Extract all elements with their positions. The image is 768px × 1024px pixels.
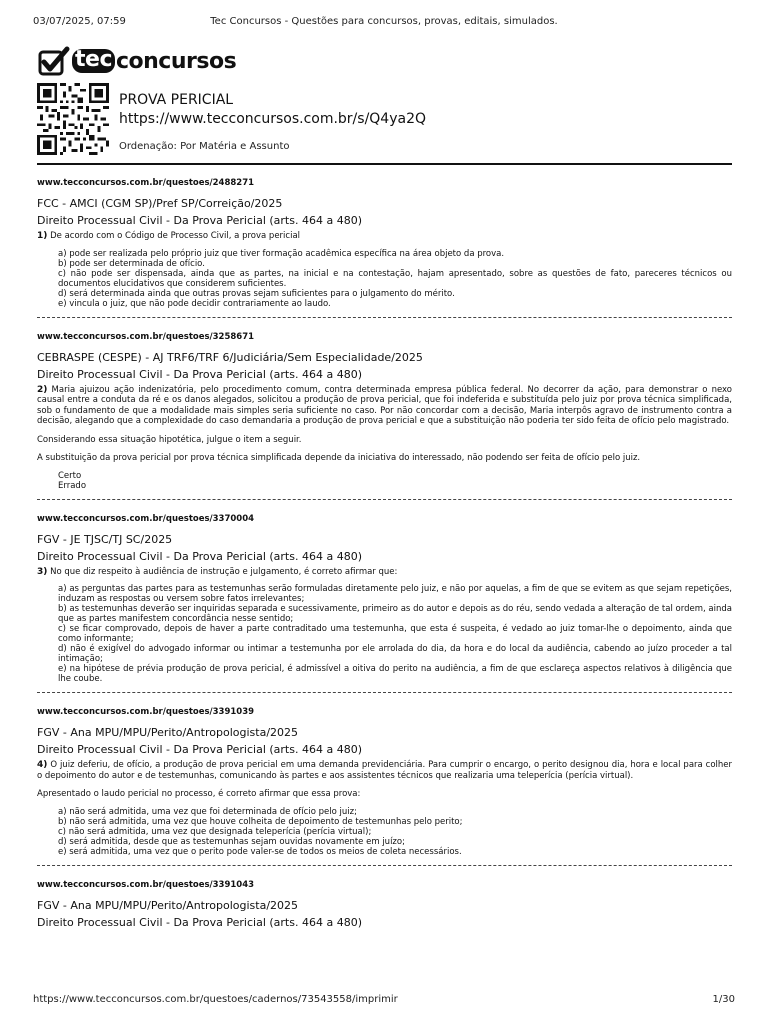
question-number: 2)	[37, 384, 48, 395]
question-option[interactable]: b) as testemunhas deverão ser inquiridas separada e sucessivamente, primeiro as do autor e depois as do réu, sendo vedada a alteração de tal ordem, ainda que as partes manifestem concordância nesse sentido;	[58, 604, 732, 624]
question-subject: Direito Processual Civil - Da Prova Pericial (arts. 464 a 480)	[37, 214, 362, 227]
question-subject: Direito Processual Civil - Da Prova Pericial (arts. 464 a 480)	[37, 743, 362, 756]
qr-code-icon	[37, 83, 109, 155]
question-subject: Direito Processual Civil - Da Prova Pericial (arts. 464 a 480)	[37, 367, 362, 381]
question-option[interactable]: e) vincula o juiz, que não pode decidir contrariamente ao laudo.	[58, 298, 331, 309]
question-statement-text: Maria ajuizou ação indenizatória, pelo procedimento comum, contra determinada empresa pública federal. No decorrer da ação, para demonstrar o nexo causal entre a conduta da ré e os danos alegados, solicitou a produção de prova pericial, que foi indeferida e substituída pelo juiz por prova técnica simplificada, sob o fundamento de que a modalidade mais simples seria suficiente no caso. Por não concordar com a decisão, Maria interpôs agravo de instrumento contra a decisão, alegando que a complexidade do caso demandaria a produção de prova pericial e que a substituição não poderia ter sido feita de ofício pelo magistrado.	[37, 384, 732, 426]
question-number: 3)	[37, 566, 48, 577]
question-option[interactable]: e) será admitida, uma vez que o perito pode valer-se de todos os meios de coleta necessários.	[58, 846, 462, 857]
question-option[interactable]: b) pode ser determinada de ofício.	[58, 258, 205, 269]
question-link[interactable]: www.tecconcursos.com.br/questoes/2488271	[37, 178, 255, 188]
question-link[interactable]: www.tecconcursos.com.br/questoes/3391043	[37, 879, 255, 890]
question-block	[37, 514, 732, 694]
question-options	[37, 249, 732, 309]
question-source: FGV - Ana MPU/MPU/Perito/Antropologista/2025	[37, 898, 299, 912]
print-datetime: 03/07/2025, 07:59	[33, 16, 126, 27]
question-option[interactable]: a) não será admitida, uma vez que foi determinada de ofício pelo juiz;	[58, 806, 357, 817]
question-number: 1)	[37, 231, 48, 241]
question-separator	[37, 865, 732, 866]
question-source: FGV - JE TJSC/TJ SC/2025	[37, 532, 173, 546]
question-separator	[37, 317, 732, 318]
question-statement	[37, 567, 732, 578]
question-option[interactable]: c) se ficar comprovado, depois de haver a parte contraditado uma testemunha, que esta é suspeita, é vedado ao juiz tomar-lhe o depoimento, ainda que como informante;	[58, 624, 732, 644]
question-option[interactable]: e) na hipótese de prévia produção de prova pericial, é admissível a oitiva do perito na audiência, a fim de que esclareça aspectos relativos à diligência que lhe coube.	[58, 664, 732, 684]
question-subject: Direito Processual Civil - Da Prova Pericial (arts. 464 a 480)	[37, 549, 362, 563]
question-option[interactable]: d) será determinada ainda que outras provas sejam suficientes para o julgamento do mérito.	[58, 288, 455, 299]
question-block	[37, 707, 732, 866]
print-page-title: Tec Concursos - Questões para concursos, provas, editais, simulados.	[210, 16, 558, 27]
question-statement	[37, 760, 732, 781]
question-option[interactable]: d) não é exigível do advogado informar ou intimar a testemunha por ele arrolada do dia, da hora e do local da audiência, cabendo ao juízo proceder a tal intimação;	[58, 644, 732, 664]
question-number: 4)	[37, 760, 48, 770]
question-paragraph: A substituição da prova pericial por prova técnica simplificada depende da iniciativa do interessado, não podendo ser feita de ofício pelo juiz.	[37, 453, 641, 463]
question-block	[37, 880, 732, 930]
question-statement-text: De acordo com o Código de Processo Civil, a prova pericial	[50, 231, 301, 241]
question-options	[37, 584, 732, 684]
tecconcursos-logo	[38, 46, 236, 76]
question-link[interactable]: www.tecconcursos.com.br/questoes/3370004	[37, 513, 255, 524]
notebook-title: PROVA PERICIAL	[119, 92, 234, 108]
question-option[interactable]: Certo	[58, 470, 82, 481]
question-source: FGV - Ana MPU/MPU/Perito/Antropologista/2025	[37, 726, 299, 739]
question-paragraph: Considerando essa situação hipotética, julgue o item a seguir.	[37, 434, 302, 445]
print-url: https://www.tecconcursos.com.br/questoes/cadernos/73543558/imprimir	[33, 994, 398, 1005]
question-options	[37, 471, 732, 491]
question-option[interactable]: a) pode ser realizada pelo próprio juiz que tiver formação acadêmica específica na área objeto da prova.	[58, 248, 505, 259]
notebook-ordering: Ordenação: Por Matéria e Assunto	[119, 141, 290, 152]
question-list	[37, 178, 732, 930]
question-separator	[37, 692, 732, 693]
logo-tec: tec	[72, 49, 115, 73]
question-statement	[37, 231, 732, 242]
checkmark-logo-icon	[38, 46, 70, 76]
question-statement	[37, 385, 732, 427]
question-option[interactable]: Errado	[58, 480, 87, 491]
question-option[interactable]: a) as perguntas das partes para as testemunhas serão formuladas diretamente pelo juiz, e não por aquelas, a fim de que se evitem as que sejam repetições, induzam as respostas ou versem sobre fatos irrelevantes;	[58, 584, 732, 604]
question-source: CEBRASPE (CESPE) - AJ TRF6/TRF 6/Judiciária/Sem Especialidade/2025	[37, 350, 423, 364]
question-subject: Direito Processual Civil - Da Prova Pericial (arts. 464 a 480)	[37, 915, 362, 929]
question-option[interactable]: c) não será admitida, uma vez que designada teleperícia (perícia virtual);	[58, 826, 372, 837]
question-statement-text: O juiz deferiu, de ofício, a produção de prova pericial em uma demanda previdenciária. Para cumprir o encargo, o perito designou dia, hora e local para colher o depoimento do autor e de testemunhas, comunicando às partes e aos assistentes técnicos que realizaria uma teleperícia (perícia virtual).	[37, 760, 733, 781]
question-link[interactable]: www.tecconcursos.com.br/questoes/3391039	[37, 707, 255, 717]
question-option[interactable]: c) não pode ser dispensada, ainda que as partes, na inicial e na contestação, hajam apresentado, sobre as questões de fato, pareceres técnicos ou documentos elucidativos que considerem suficientes.	[58, 268, 732, 289]
question-link[interactable]: www.tecconcursos.com.br/questoes/3258671	[37, 331, 255, 342]
question-paragraph: Apresentado o laudo pericial no processo, é correto afirmar que essa prova:	[37, 789, 361, 799]
print-header	[33, 16, 735, 30]
question-source: FCC - AMCI (CGM SP)/Pref SP/Correição/2025	[37, 197, 283, 210]
question-option[interactable]: d) será admitida, desde que as testemunhas sejam ouvidas novamente em juízo;	[58, 836, 405, 847]
question-block	[37, 332, 732, 500]
question-separator	[37, 499, 732, 500]
logo-concursos: concursos	[115, 48, 237, 74]
print-page-number: 1/30	[712, 994, 735, 1005]
question-option[interactable]: b) não será admitida, uma vez que houve colheita de depoimento de testemunhas pelo perito;	[58, 816, 463, 827]
print-footer	[33, 994, 735, 1008]
header-divider	[37, 163, 732, 165]
notebook-short-url[interactable]: https://www.tecconcursos.com.br/s/Q4ya2Q	[119, 111, 427, 127]
question-block	[37, 178, 732, 318]
question-statement-text: No que diz respeito à audiência de instrução e julgamento, é correto afirmar que:	[50, 566, 398, 577]
question-options	[37, 807, 732, 857]
